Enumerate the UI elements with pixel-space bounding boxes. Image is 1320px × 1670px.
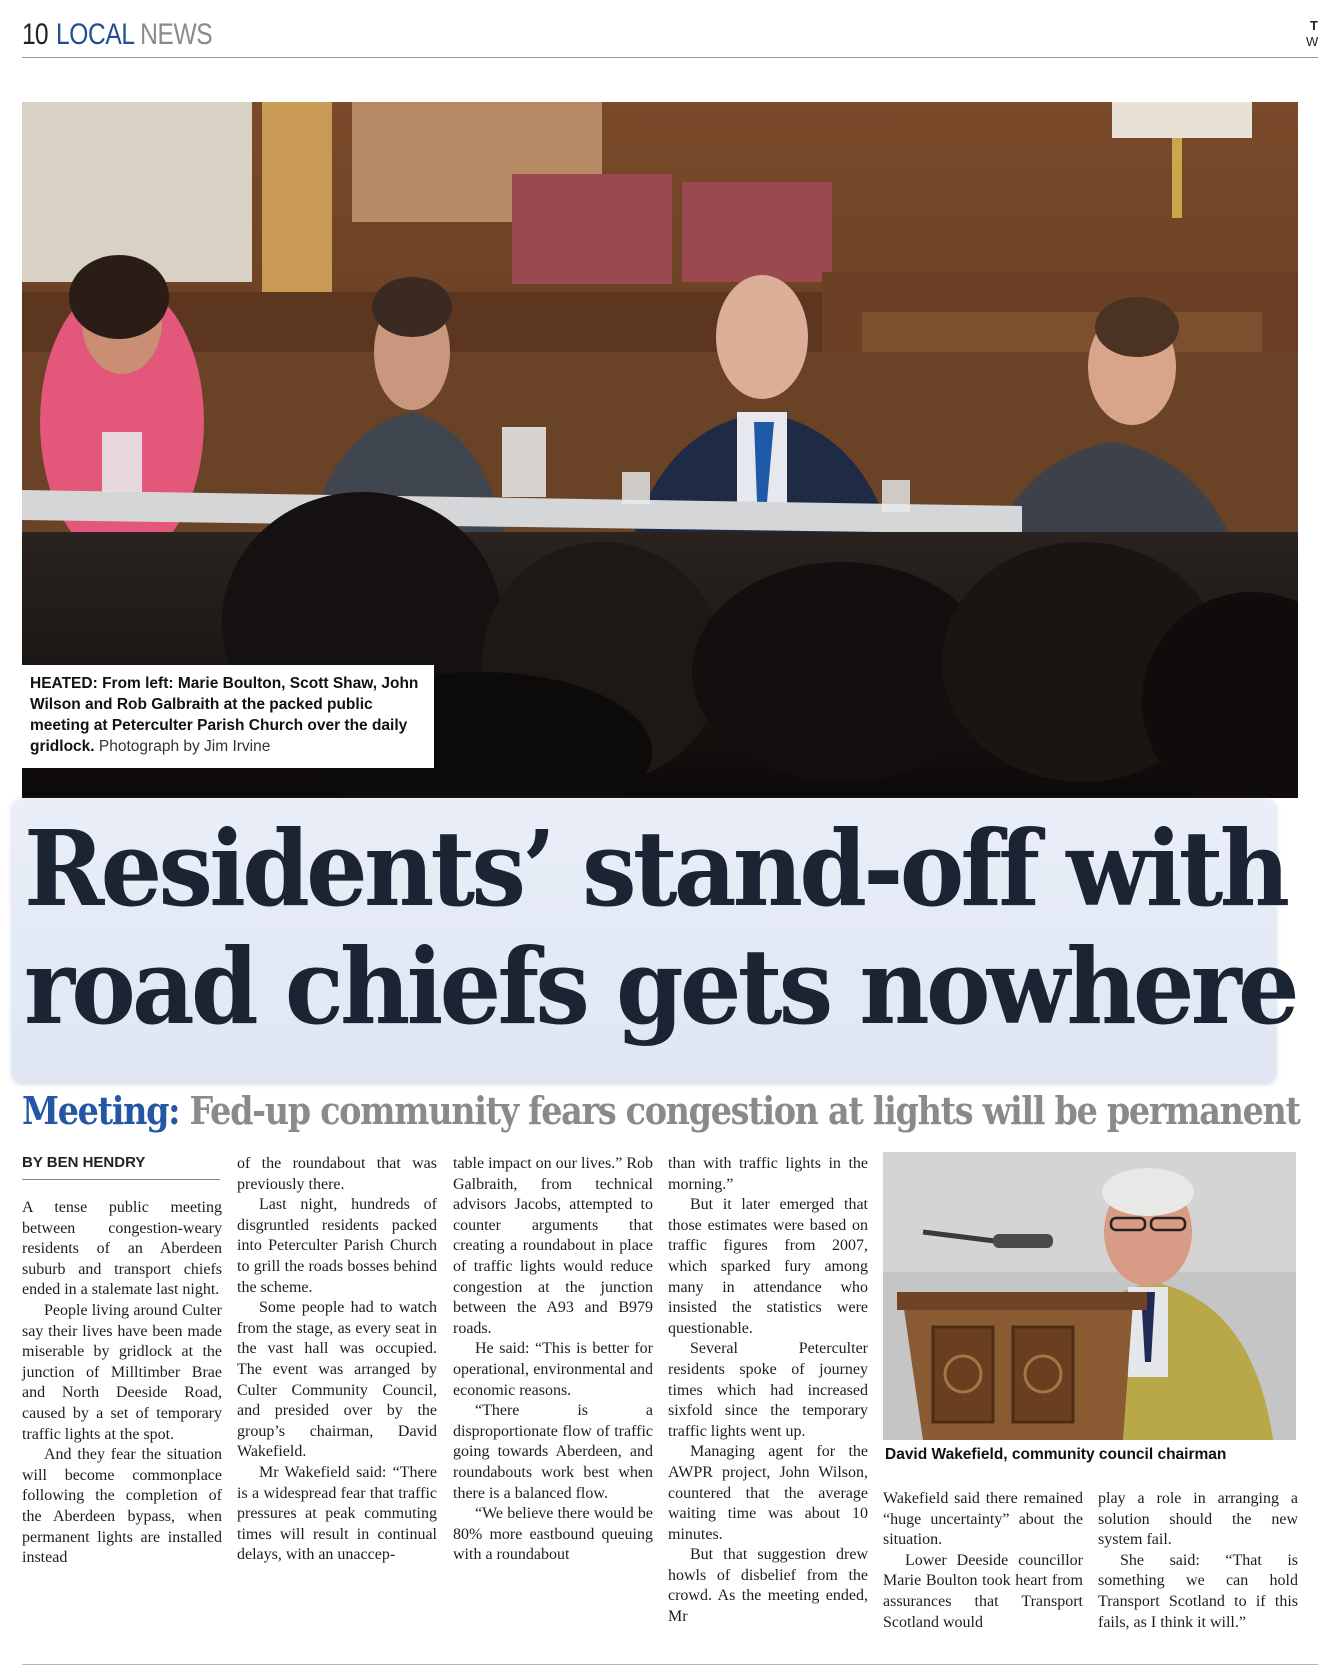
standfirst-kicker: Meeting: — [22, 1088, 180, 1133]
paragraph: Some people had to watch from the stage, as every seat in the vast hall was occupied. The event was arranged by Culter Community Council, and presided over by the group’s chairman, David Wakefield. — [237, 1299, 437, 1461]
footer-rule — [22, 1664, 1318, 1665]
headline — [24, 807, 1296, 1048]
paragraph: Several Peterculter residents spoke of journey times which had increased sixfold since the temporary traffic lights went up. — [668, 1340, 868, 1440]
paragraph: “There is a disproportionate flow of traffic going towards Aberdeen, and roundabouts work best when there is a balanced flow. — [453, 1402, 653, 1502]
paragraph: Mr Wakefield said: “There is a widespread fear that traffic pressures at peak commuting times will result in continual delays, with an unaccep- — [237, 1463, 437, 1564]
standfirst-text: Fed-up community fears congestion at lights will be permanent — [189, 1088, 1300, 1133]
page-header — [22, 14, 1318, 58]
inset-photo-caption: David Wakefield, community council chairman — [885, 1446, 1227, 1463]
paragraph: People living around Culter say their lives have been made miserable by gridlock at the junction of Milltimber Brae and North Deeside Road, caused by a set of temporary traffic lights at the spot. — [22, 1301, 222, 1443]
headline-line-1: Residents’ stand-off with — [24, 807, 1287, 930]
section-title-news: NEWS — [140, 18, 213, 51]
paragraph: Wakefield said there remained “huge uncertainty” about the situation. — [883, 1490, 1083, 1549]
main-photo — [22, 102, 1298, 798]
article-column-2 — [237, 1154, 437, 1566]
article-column-3 — [453, 1154, 653, 1566]
paragraph: Managing agent for the AWPR project, John Wilson, countered that the average waiting time was about 10 minutes. — [668, 1443, 868, 1543]
paragraph: But it later emerged that those estimates were based on traffic figures from 2007, which sparked fury among many in attendance who insisted the statistics were questionable. — [668, 1196, 868, 1337]
section-title — [56, 18, 212, 52]
paragraph: She said: “That is something we can hold Transport Scotland to if this fails, as I think it will.” — [1098, 1551, 1298, 1631]
paragraph: Last night, hundreds of disgruntled residents packed into Peterculter Parish Church to grill the roads bosses behind the scheme. — [237, 1196, 437, 1296]
article-column-1 — [22, 1198, 222, 1569]
paragraph: And they fear the situation will become commonplace following the completion of the Aberdeen bypass, when permanent lights are installed instead — [22, 1446, 222, 1567]
article-column-4 — [668, 1154, 868, 1628]
article-column-5 — [883, 1489, 1083, 1633]
speaker-at-lectern-illustration — [883, 1152, 1296, 1440]
photo-caption — [22, 665, 434, 768]
paragraph: play a role in arranging a solution should the new system fail. — [1098, 1490, 1298, 1549]
cropped-masthead-edge: T W — [1306, 18, 1318, 49]
inset-photo — [883, 1152, 1296, 1440]
caption-label: HEATED: — [30, 675, 98, 692]
paragraph: table impact on our lives.” Rob Galbraith, from technical advisors Jacobs, attempted to counter arguments that creating a roundabout in place of traffic lights would reduce congestion at the junction between the A93 and B979 roads. — [453, 1155, 653, 1337]
headline-line-2: road chiefs gets nowhere — [24, 925, 1296, 1048]
photo-credit: Photograph by Jim Irvine — [98, 738, 271, 755]
paragraph: “We believe there would be 80% more eastbound queuing with a roundabout — [453, 1505, 653, 1564]
paragraph: of the roundabout that was previously there. — [237, 1155, 437, 1193]
paragraph: He said: “This is better for operational, environmental and economic reasons. — [453, 1340, 653, 1399]
byline: BY BEN HENDRY — [22, 1154, 220, 1180]
page-number: 10 — [22, 18, 48, 51]
section-title-local: LOCAL — [56, 18, 134, 51]
paragraph: than with traffic lights in the morning.” — [668, 1155, 868, 1193]
paragraph: A tense public meeting between congestion-weary residents of an Aberdeen suburb and transport chiefs ended in a stalemate last night. — [22, 1199, 222, 1299]
paragraph: But that suggestion drew howls of disbelief from the crowd. As the meeting ended, Mr — [668, 1546, 868, 1626]
paragraph: Lower Deeside councillor Marie Boulton took heart from assurances that Transport Scotland would — [883, 1551, 1083, 1631]
standfirst — [22, 1088, 1312, 1134]
article-column-6 — [1098, 1489, 1298, 1633]
caption-text: From left: Marie Boulton, Scott Shaw, John Wilson and Rob Galbraith at the packed public meeting at Peterculter Parish Church over the daily gridlock. — [30, 675, 419, 755]
